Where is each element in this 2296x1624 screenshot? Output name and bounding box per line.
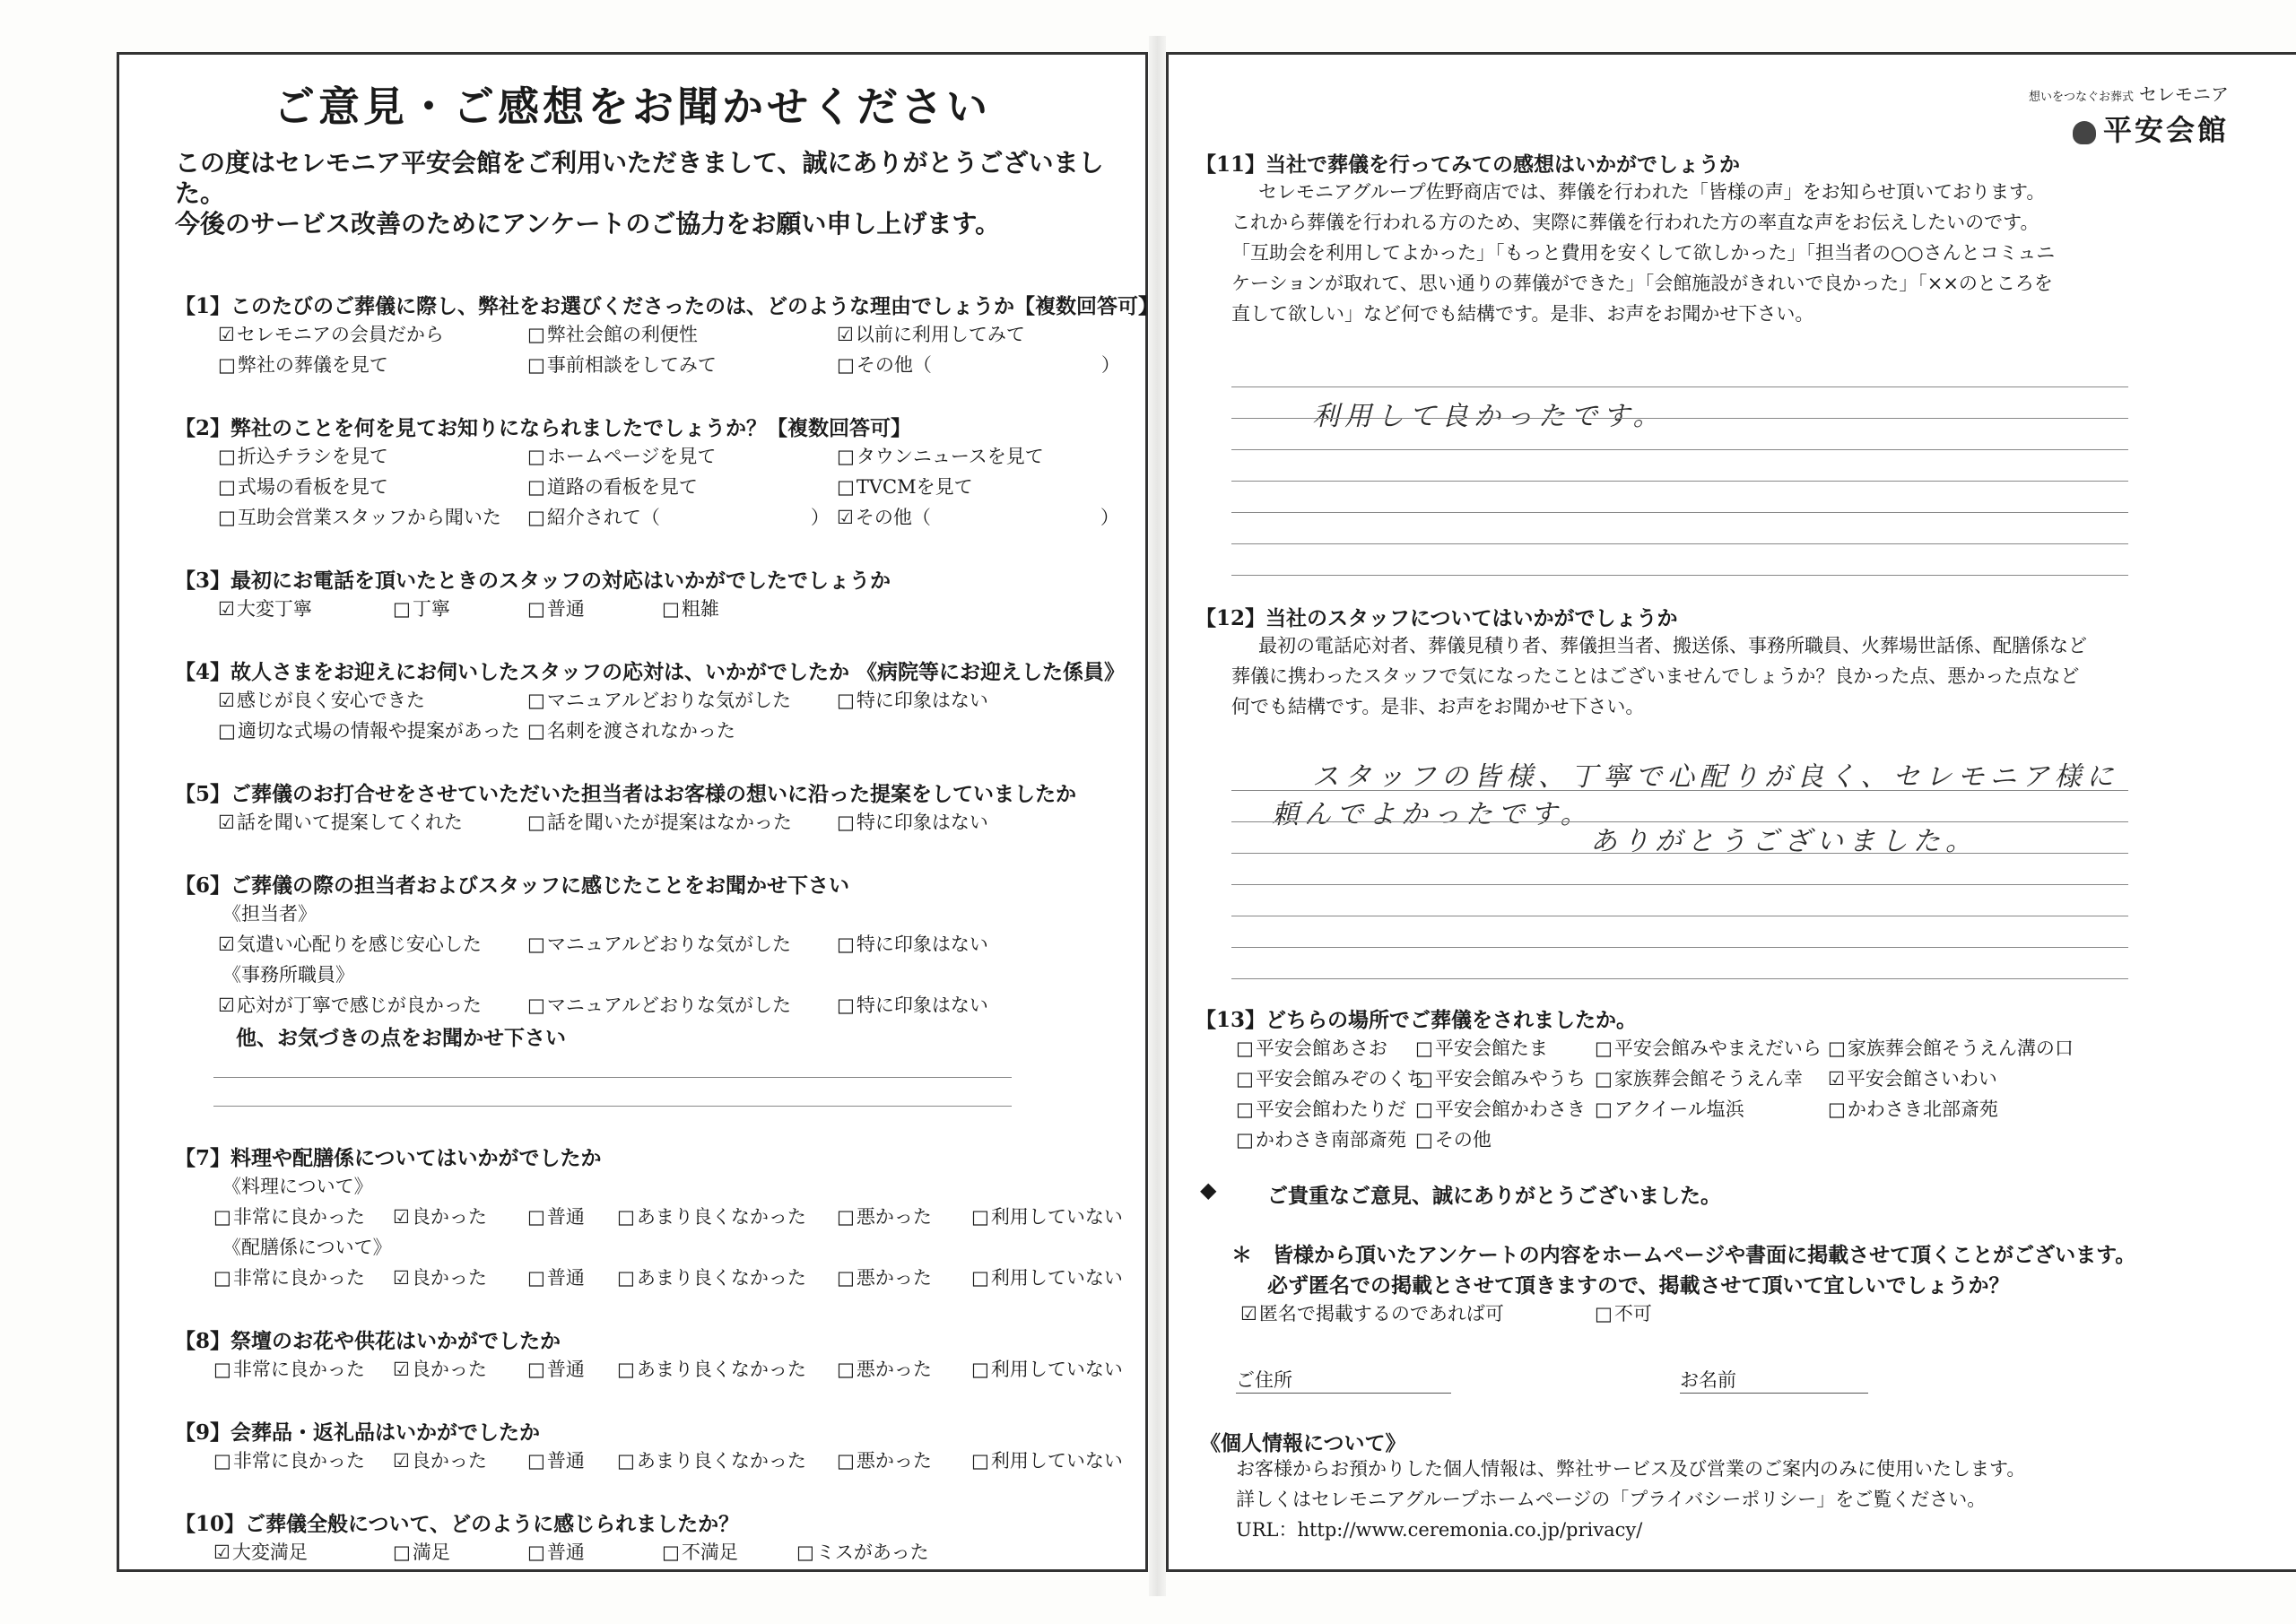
answer-line[interactable] [1231, 481, 2128, 482]
q11-answer[interactable]: 利用して良かったです。 [1312, 401, 1665, 432]
q11-label: 【11】当社で葬儀を行ってみての感想はいかがでしょうか [1196, 152, 1741, 177]
q6-sub-jimusho: 《事務所職員》 [222, 964, 354, 986]
rating-option[interactable]: □ 悪かった [837, 1446, 932, 1473]
answer-line[interactable] [1231, 575, 2128, 576]
q7-sub-food: 《料理について》 [222, 1176, 373, 1197]
logo-tagline: 想いをつなぐお葬式 セレモニア [2028, 83, 2229, 105]
rating-option[interactable]: □ 非常に良かった [213, 1355, 365, 1382]
q13-option[interactable]: □ かわさき南部斎苑 [1236, 1125, 1406, 1152]
answer-line[interactable] [1231, 543, 2128, 544]
q10-option[interactable]: □ 不満足 [662, 1538, 738, 1565]
q13-option[interactable]: □ かわさき北部斎苑 [1828, 1095, 1998, 1122]
address-label: ご住所 [1236, 1369, 1292, 1391]
publish-no-checkbox[interactable]: □ 不可 [1595, 1299, 1652, 1326]
name-field[interactable] [1680, 1393, 1868, 1394]
rating-option[interactable]: ☑ 良かった [393, 1203, 487, 1229]
page-fold [1149, 36, 1166, 1596]
answer-line[interactable] [1231, 853, 2128, 854]
q12-answer[interactable]: 頼んでよかったです。 [1272, 799, 1593, 830]
name-label: お名前 [1680, 1369, 1736, 1391]
q4-option[interactable]: □ マニュアルどおりな気がした [527, 686, 791, 713]
rating-option[interactable]: □ 利用していない [971, 1355, 1123, 1382]
q2-option[interactable]: ☑ その他（ ） [837, 503, 1119, 530]
q5-option[interactable]: □ 話を聞いたが提案はなかった [527, 808, 792, 835]
q2-option[interactable]: □ 折込チラシを見て [218, 442, 388, 469]
answer-line[interactable] [1231, 512, 2128, 513]
rating-option[interactable]: □ 悪かった [837, 1203, 932, 1229]
rating-option[interactable]: □ 利用していない [971, 1446, 1123, 1473]
q3-label: 【3】最初にお電話を頂いたときのスタッフの対応はいかがでしたでしょうか [175, 569, 891, 593]
q1-option[interactable]: □ 事前相談をしてみて [527, 351, 717, 378]
q6-sub-tantou: 《担当者》 [222, 903, 317, 925]
q13-option[interactable]: □ 平安会館みぞのくち [1236, 1064, 1425, 1091]
rating-option[interactable]: □ 普通 [527, 1203, 585, 1229]
rating-option[interactable]: □ 利用していない [971, 1203, 1123, 1229]
q1-option[interactable]: □ その他（ ） [837, 351, 1120, 378]
q6-option[interactable]: ☑ 応対が丁寧で感じが良かった [218, 991, 482, 1018]
logo-mark-icon [2073, 121, 2096, 144]
answer-line[interactable] [213, 1106, 1012, 1107]
q13-option[interactable]: □ 家族葬会館そうえん溝の口 [1828, 1034, 2074, 1061]
q3-option[interactable]: ☑ 大変丁寧 [218, 595, 312, 621]
rating-option[interactable]: □ 利用していない [971, 1264, 1123, 1290]
q12-description: 最初の電話応対者、葬儀見積り者、葬儀担当者、搬送係、事務所職員、火葬場世話係、配膳係など 葬儀に携わったスタッフで気になったことはございませんでしょうか？良かった点、悪かった点など 何でも結構です。是非、お声をお聞かせ下さい。 [1231, 635, 2087, 717]
rating-option[interactable]: ☑ 良かった [393, 1264, 487, 1290]
q6-option[interactable]: □ 特に印象はない [837, 991, 988, 1018]
q2-option[interactable]: □ 紹介されて（ ） [527, 503, 830, 530]
answer-line[interactable] [1231, 449, 2128, 450]
q12-answer[interactable]: スタッフの皆様、丁寧で心配りが良く、セレモニア様に [1312, 761, 2119, 793]
q6-option[interactable]: □ マニュアルどおりな気がした [527, 991, 791, 1018]
thanks-message: ご貴重なご意見、誠にありがとうございました。 [1267, 1184, 1721, 1208]
q2-option[interactable]: □ ホームページを見て [527, 442, 716, 469]
q4-option[interactable]: □ 適切な式場の情報や提案があった [218, 716, 520, 743]
q13-option[interactable]: □ 平安会館たま [1415, 1034, 1548, 1061]
q1-label: 【1】このたびのご葬儀に際し、弊社をお選びくださったのは、どのような理由でしょうか【複数回答可】 [175, 294, 1160, 318]
q5-label: 【5】ご葬儀のお打合せをさせていただいた担当者はお客様の想いに沿った提案をしていましたか [175, 782, 1077, 806]
rating-option[interactable]: □ 普通 [527, 1264, 585, 1290]
q13-option[interactable]: □ 平安会館みやうち [1415, 1064, 1586, 1091]
q4-label: 【4】故人さまをお迎えにお伺いしたスタッフの応対は、いかがでしたか 《病院等にお迎えした係員》 [175, 660, 1126, 684]
answer-line[interactable] [1231, 978, 2128, 979]
right-page [1166, 52, 2296, 1572]
intro-text: この度はセレモニア平安会館をご利用いただきまして、誠にありがとうございました。 今後のサービス改善のためにアンケートのご協力をお願い申し上げます。 [175, 148, 1104, 239]
q12-label: 【12】当社のスタッフについてはいかがでしょうか [1196, 606, 1678, 630]
answer-line[interactable] [1231, 418, 2128, 419]
q3-option[interactable]: □ 粗雑 [662, 595, 719, 621]
diamond-icon: ◆ [1200, 1177, 1217, 1203]
q6-label: 【6】ご葬儀の際の担当者およびスタッフに感じたことをお聞かせ下さい [175, 873, 850, 898]
publish-yes-checkbox[interactable]: ☑ 匿名で掲載するのであれば可 [1240, 1299, 1504, 1326]
q2-option[interactable]: □ 互助会営業スタッフから聞いた [218, 503, 501, 530]
rating-option[interactable]: □ あまり良くなかった [617, 1203, 806, 1229]
left-page [117, 52, 1160, 1572]
q3-option[interactable]: □ 普通 [527, 595, 585, 621]
q4-option[interactable]: ☑ 感じが良く安心できた [218, 686, 425, 713]
answer-line[interactable] [213, 1077, 1012, 1078]
rating-option[interactable]: □ 普通 [527, 1355, 585, 1382]
q2-option[interactable]: □ TVCMを見て [837, 473, 973, 499]
q8-label: 【8】祭壇のお花や供花はいかがでしたか [175, 1329, 561, 1353]
privacy-url[interactable]: URL：http://www.ceremonia.co.jp/privacy/ [1236, 1519, 1643, 1541]
rating-option[interactable]: □ 普通 [527, 1446, 585, 1473]
rating-option[interactable]: □ 悪かった [837, 1355, 932, 1382]
address-field[interactable] [1236, 1393, 1451, 1394]
rating-option[interactable]: ☑ 良かった [393, 1355, 487, 1382]
answer-line[interactable] [1231, 884, 2128, 885]
q13-option[interactable]: □ 平安会館わたりだ [1236, 1095, 1406, 1122]
q13-option[interactable]: □ 平安会館みやまえだいら [1595, 1034, 1822, 1061]
q11-description: セレモニアグループ佐野商店では、葬儀を行われた「皆様の声」をお知らせ頂いております。 これから葬儀を行われる方のため、実際に葬儀を行われた方の率直な声をお伝えしたいのです。 「互助会を利用してよかった」「もっと費用を安くして欲しかった」「担当者の○○さんとコミュニ ケーションが取れて、思い通りの葬儀ができた」「会館施設がきれいで良かった」「××のところを 直して欲しい」など何でも結構です。是非、お声をお聞かせ下さい。 [1231, 181, 2056, 325]
q1-option[interactable]: □ 弊社の葬儀を見て [218, 351, 388, 378]
answer-line[interactable] [1231, 386, 2128, 387]
q10-option[interactable]: □ 満足 [393, 1538, 450, 1565]
q13-option[interactable]: □ 平安会館かわさき [1415, 1095, 1586, 1122]
publish-notice: ＊ 皆様から頂いたアンケートの内容をホームページや書面に掲載させて頂くことがございます。 [1231, 1243, 2136, 1267]
q5-option[interactable]: ☑ 話を聞いて提案してくれた [218, 808, 463, 835]
page-title: ご意見・ご感想をお聞かせください [274, 83, 991, 131]
q2-option[interactable]: □ 道路の看板を見て [527, 473, 698, 499]
q7-label: 【7】料理や配膳係についてはいかがでしたか [175, 1146, 602, 1170]
publish-question: 必ず匿名での掲載とさせて頂きますので、掲載させて頂いて宜しいでしょうか？ [1267, 1273, 2010, 1298]
privacy-text: お客様からお預かりした個人情報は、弊社サービス及び営業のご案内のみに使用いたします。 詳しくはセレモニアグループホームページの「プライバシーポリシー」をご覧ください。 URL：http://www.ceremonia.co.jp/privacy/ [1236, 1454, 2025, 1545]
q12-answer[interactable]: ありがとうございました。 [1590, 826, 1978, 857]
q6-option[interactable]: □ マニュアルどおりな気がした [527, 930, 791, 957]
q6-option[interactable]: □ 特に印象はない [837, 930, 988, 957]
answer-line[interactable] [1231, 790, 2128, 791]
q6-other-label: 他、お気づきの点をお聞かせ下さい [236, 1026, 566, 1050]
q7-sub-serving: 《配膳係について》 [222, 1237, 392, 1258]
q1-option[interactable]: ☑ 以前に利用してみて [837, 320, 1025, 347]
q3-option[interactable]: □ 丁寧 [393, 595, 450, 621]
rating-option[interactable]: □ あまり良くなかった [617, 1446, 806, 1473]
q1-option[interactable]: □ 弊社会館の利便性 [527, 320, 698, 347]
company-logo [2029, 80, 2229, 149]
q1-option[interactable]: ☑ セレモニアの会員だから [218, 320, 444, 347]
rating-option[interactable]: ☑ 良かった [393, 1446, 487, 1473]
q6-option[interactable]: ☑ 気遣い心配りを感じ安心した [218, 930, 482, 957]
logo-name: 平安会館 [2029, 108, 2229, 149]
q13-option[interactable]: ☑ 平安会館さいわい [1828, 1064, 1997, 1091]
q9-label: 【9】会葬品・返礼品はいかがでしたか [175, 1420, 541, 1445]
q10-option[interactable]: □ 普通 [527, 1538, 585, 1565]
answer-line[interactable] [1231, 947, 2128, 948]
rating-option[interactable]: □ 非常に良かった [213, 1446, 365, 1473]
q2-label: 【2】弊社のことを何を見てお知りになられましたでしょうか？【複数回答可】 [175, 416, 912, 440]
q10-option[interactable]: ☑ 大変満足 [213, 1538, 308, 1565]
q13-option[interactable]: □ その他 [1415, 1125, 1492, 1152]
q13-label: 【13】どちらの場所でご葬儀をされましたか。 [1196, 1008, 1638, 1032]
q4-option[interactable]: □ 名刺を渡されなかった [527, 716, 735, 743]
q2-option[interactable]: □ タウンニュースを見て [837, 442, 1044, 469]
rating-option[interactable]: □ あまり良くなかった [617, 1355, 806, 1382]
q4-option[interactable]: □ 特に印象はない [837, 686, 988, 713]
q13-option[interactable]: □ アクイール塩浜 [1595, 1095, 1744, 1122]
q2-option[interactable]: □ 式場の看板を見て [218, 473, 388, 499]
rating-option[interactable]: □ あまり良くなかった [617, 1264, 806, 1290]
q10-label: 【10】ご葬儀全般について、どのように感じられましたか？ [175, 1512, 740, 1536]
q13-option[interactable]: □ 平安会館あさお [1236, 1034, 1387, 1061]
q10-option[interactable]: □ ミスがあった [796, 1538, 929, 1565]
q13-option[interactable]: □ 家族葬会館そうえん幸 [1595, 1064, 1803, 1091]
rating-option[interactable]: □ 悪かった [837, 1264, 932, 1290]
rating-option[interactable]: □ 非常に良かった [213, 1264, 365, 1290]
privacy-heading: 《個人情報について》 [1200, 1431, 1406, 1455]
rating-option[interactable]: □ 非常に良かった [213, 1203, 365, 1229]
q5-option[interactable]: □ 特に印象はない [837, 808, 988, 835]
